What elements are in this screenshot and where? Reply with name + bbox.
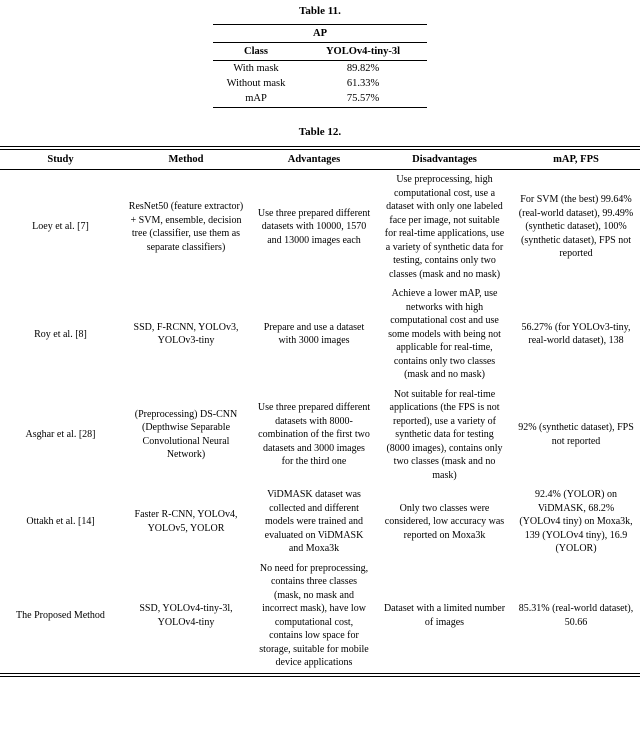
- advantages-cell: ViDMASK dataset was collected and different models were trained and evaluated on ViDMASK and Moxa3k: [264, 489, 364, 554]
- table11-group-header: AP: [213, 25, 427, 43]
- col-disadvantages: Disadvantages: [377, 148, 512, 170]
- table-row: [213, 91, 427, 108]
- col-method: Method: [121, 148, 251, 170]
- method-cell: (Preprocessing) DS-CNN (Depthwise Separable Convolutional Neural Network): [134, 408, 238, 461]
- col-map-fps: mAP, FPS: [512, 148, 640, 170]
- table-row: [213, 61, 427, 77]
- map-fps-cell: 85.31% (real-world dataset), 50.66: [518, 603, 634, 628]
- study-cell: Roy et al. [8]: [34, 328, 87, 340]
- table12-header-row: [0, 148, 640, 170]
- table11-caption: Table 11.: [299, 5, 341, 17]
- study-cell: Ottakh et al. [14]: [26, 516, 95, 527]
- table-row: [0, 485, 640, 559]
- disadvantages-cell: Not suitable for real-time applications (the FPS is not reported), use a variety of synthetic data for testing (8000 images), contains only two classes (mask and no mask): [386, 388, 503, 481]
- value-cell: 75.57%: [299, 91, 427, 108]
- disadvantages-cell: Only two classes were considered, low accuracy was reported on Moxa3k: [384, 502, 505, 541]
- method-cell: Faster R-CNN, YOLOv4, YOLOv5, YOLOR: [134, 509, 238, 534]
- map-fps-cell: 56.27% (for YOLOv3-tiny, real-world dataset), 138: [521, 321, 631, 347]
- advantages-cell: No need for preprocessing, contains three classes (mask, no mask and incorrect mask), have low computational cost, contains low space for storage, suitable for mobile device applications: [259, 562, 369, 668]
- class-cell: mAP: [213, 91, 299, 108]
- class-cell: Without mask: [226, 78, 286, 89]
- table11-col-class: Class: [213, 43, 299, 61]
- advantages-cell: Use three prepared different datasets with 10000, 1570 and 13000 images each: [257, 207, 371, 246]
- col-advantages: Advantages: [251, 148, 377, 170]
- table-row: [0, 284, 640, 385]
- table11-col-model: YOLOv4-tiny-3l: [299, 43, 427, 61]
- table12-caption: Table 12.: [298, 126, 342, 138]
- map-fps-cell: 92% (synthetic dataset), FPS not reported: [518, 422, 634, 447]
- method-cell: ResNet50 (feature extractor) + SVM, ensemble, decision tree (classifier, use them as separate classifiers): [128, 201, 244, 253]
- value-cell: 61.33%: [346, 78, 380, 89]
- table11: [213, 24, 427, 108]
- table-row: [0, 559, 640, 675]
- study-cell: The Proposed Method: [16, 609, 105, 621]
- table-row: [213, 76, 427, 91]
- table-row: [0, 385, 640, 486]
- col-study: Study: [0, 148, 121, 170]
- study-cell: Asghar et al. [28]: [25, 429, 96, 440]
- method-cell: SSD, F-RCNN, YOLOv3, YOLOv3-tiny: [133, 321, 239, 347]
- disadvantages-cell: Achieve a lower mAP, use networks with high computational cost and use some models with being not applicable for real-time, contains only two classes (mask and no mask): [388, 288, 501, 380]
- disadvantages-cell: Dataset with a limited number of images: [383, 603, 506, 628]
- advantages-cell: Prepare and use a dataset with 3000 images: [263, 321, 365, 347]
- disadvantages-cell: Use preprocessing, high computational cost, use a dataset with only one labeled face per image, not suitable for real-time applications, use a variety of synthetic data for testing, contains only two classes (mask and no mask): [384, 174, 505, 280]
- table11-header-row: [213, 43, 427, 61]
- advantages-cell: Use three prepared different datasets with 8000-combination of the first two datasets and 3000 images for the third one: [257, 402, 371, 467]
- method-cell: SSD, YOLOv4-tiny-3l, YOLOv4-tiny: [139, 603, 233, 628]
- map-fps-cell: 92.4% (YOLOR) on ViDMASK, 68.2% (YOLOv4 tiny) on Moxa3k, 139 (YOLOv4 tiny), 16.9 (YOLOR): [519, 489, 633, 554]
- map-fps-cell: For SVM (the best) 99.64% (real-world dataset), 99.49% (synthetic dataset), 100% (synthetic dataset), FPS not reported: [518, 194, 634, 260]
- table-row: [0, 170, 640, 285]
- class-cell: With mask: [233, 63, 279, 74]
- table11-group-row: [213, 25, 427, 43]
- table12: [0, 146, 640, 677]
- value-cell: 89.82%: [346, 63, 380, 74]
- study-cell: Loey et al. [7]: [32, 221, 89, 233]
